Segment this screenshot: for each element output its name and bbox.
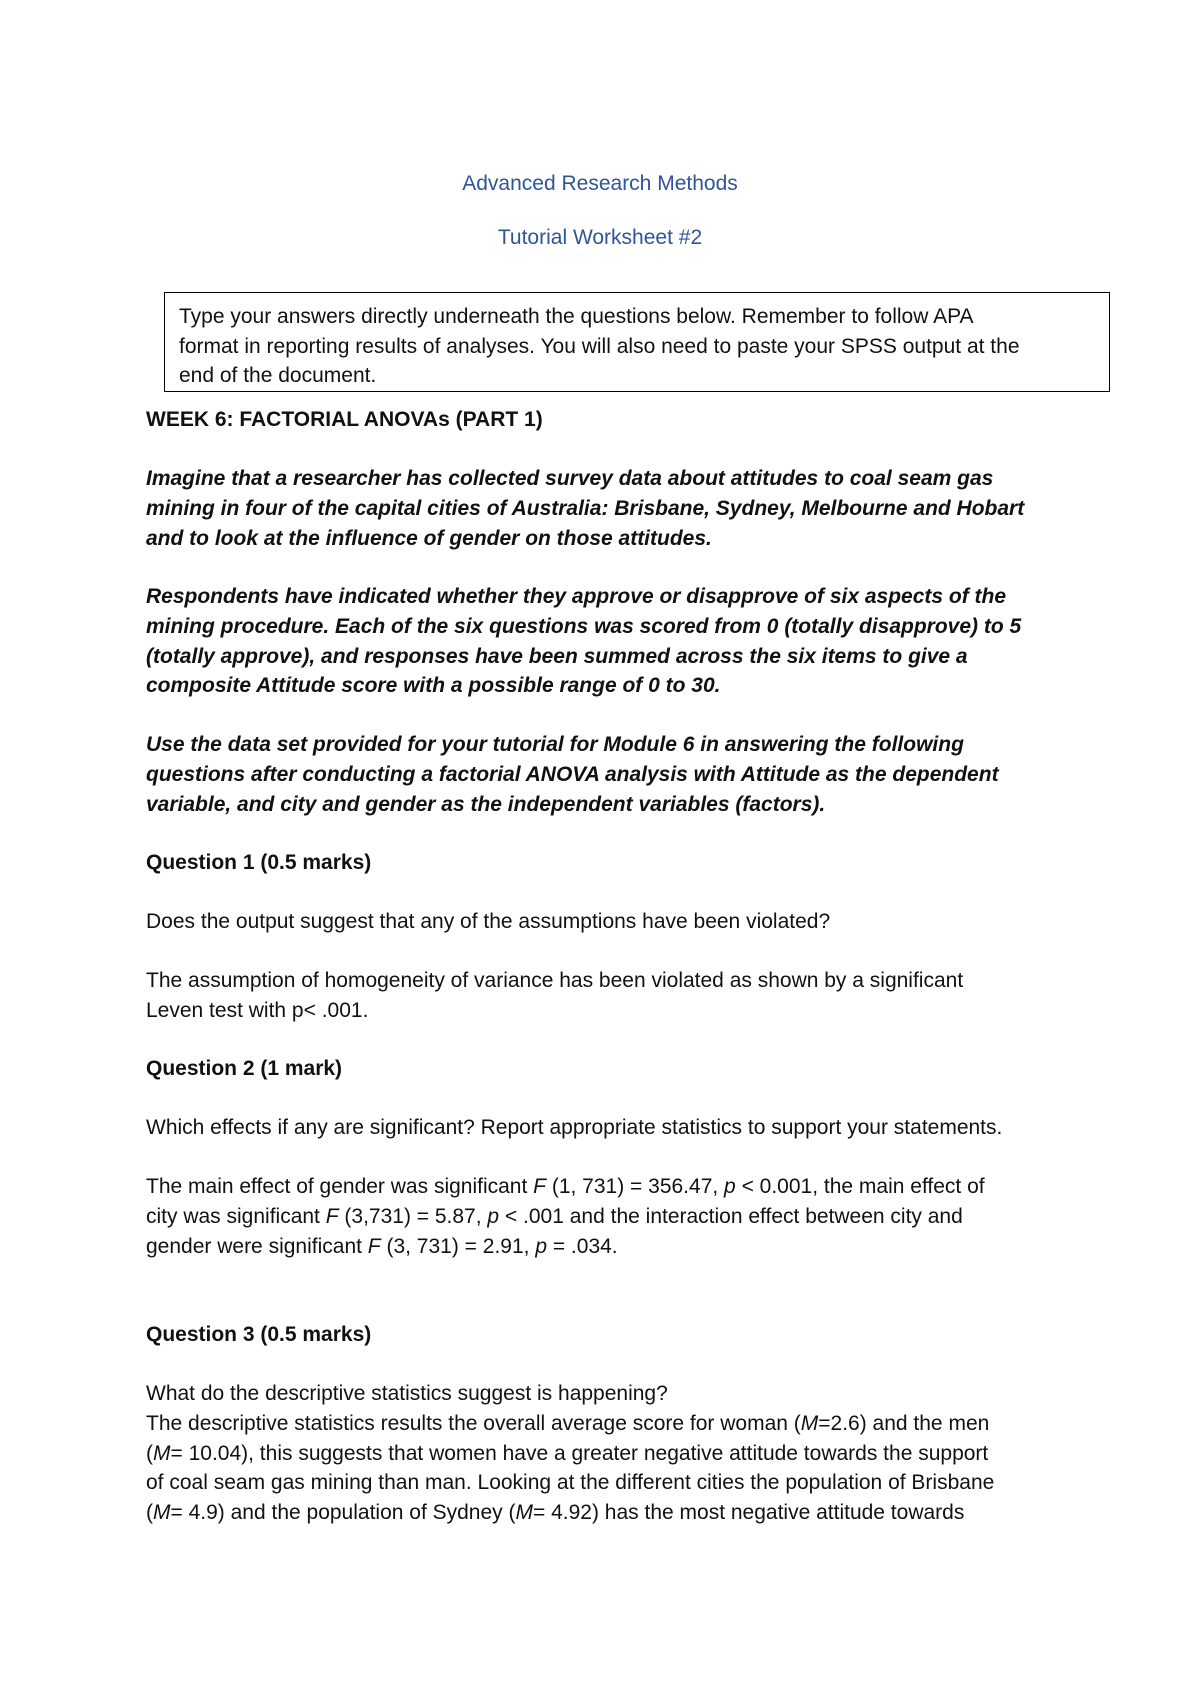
scenario-line: Imagine that a researcher has collected survey data about attitudes to coal seam gas [146,467,994,490]
stat-symbol-m: M [800,1411,819,1435]
scenario-line: Respondents have indicated whether they approve or disapprove of six aspects of the [146,585,1007,608]
question-3-prompt: What do the descriptive statistics suggest is happening? [146,1382,668,1405]
course-title: Advanced Research Methods [462,172,738,195]
stat-symbol-p: p [724,1175,736,1198]
stat-symbol-f: F [533,1175,546,1198]
scenario-paragraph-2 [146,582,1086,701]
question-1-prompt: Does the output suggest that any of the assumptions have been violated? [146,910,831,933]
stat-symbol-m: M [515,1501,533,1525]
stat-symbol-f: F [367,1234,381,1258]
answer-line: The main effect of gender was significant F (1, 731) = 356.47, p < 0.001, the main effect of [146,1175,985,1198]
worksheet-title: Tutorial Worksheet #2 [497,226,703,249]
stat-symbol-p: p [487,1204,500,1228]
question-3-content [146,1379,1086,1528]
scenario-line: and to look at the influence of gender on those attitudes. [146,526,712,550]
scenario-line: Use the data set provided for your tutorial for Module 6 in answering the following [146,733,964,756]
answer-line: Leven test with p< .001. [146,998,369,1022]
question-2-prompt: Which effects if any are significant? Report appropriate statistics to support your statements. [146,1116,1003,1139]
question-1-heading: Question 1 (0.5 marks) [146,851,372,874]
instruction-line: format in reporting results of analyses. You will also need to paste your SPSS output at the [179,334,1020,358]
scenario-line: mining procedure. Each of the six questions was scored from 0 (totally disapprove) to 5 [146,614,1022,638]
answer-line: (M= 10.04), this suggests that women have a greater negative attitude towards the support [146,1441,989,1465]
instruction-line: end of the document. [179,364,377,387]
answer-line: gender were significant F (3, 731) = 2.91, p = .034. [146,1234,618,1258]
week-heading: WEEK 6: FACTORIAL ANOVAs (PART 1) [146,408,543,431]
stat-symbol-p: p [535,1234,547,1258]
question-3-heading: Question 3 (0.5 marks) [146,1323,372,1346]
question-1-answer [146,966,1086,1026]
stat-symbol-m: M [153,1501,171,1525]
stat-symbol-m: M [153,1441,171,1465]
answer-line: of coal seam gas mining than man. Looking at the different cities the population of Brisbane [146,1471,995,1495]
answer-line: The assumption of homogeneity of variance has been violated as shown by a significant [146,969,964,992]
stat-symbol-f: F [325,1204,339,1228]
scenario-line: variable, and city and gender as the independent variables (factors). [146,792,826,816]
question-2-heading: Question 2 (1 mark) [146,1057,343,1080]
answer-line: (M= 4.9) and the population of Sydney (M= 4.92) has the most negative attitude towards [146,1501,965,1525]
instruction-line: Type your answers directly underneath the questions below. Remember to follow APA [179,305,974,328]
answer-line: The descriptive statistics results the overall average score for woman (M=2.6) and the men [146,1411,990,1435]
scenario-line: (totally approve), and responses have been summed across the six items to give a [146,644,968,668]
answer-line: city was significant F (3,731) = 5.87, p < .001 and the interaction effect between city and [146,1204,963,1228]
scenario-line: mining in four of the capital cities of Australia: Brisbane, Sydney, Melbourne and Hobart [146,496,1025,520]
scenario-line: questions after conducting a factorial ANOVA analysis with Attitude as the dependent [146,762,999,786]
scenario-line: composite Attitude score with a possible range of 0 to 30. [146,674,721,698]
scenario-paragraph-3 [146,730,1086,819]
instruction-box [164,292,1110,392]
scenario-paragraph-1 [146,464,1086,553]
question-2-answer [146,1172,1086,1261]
